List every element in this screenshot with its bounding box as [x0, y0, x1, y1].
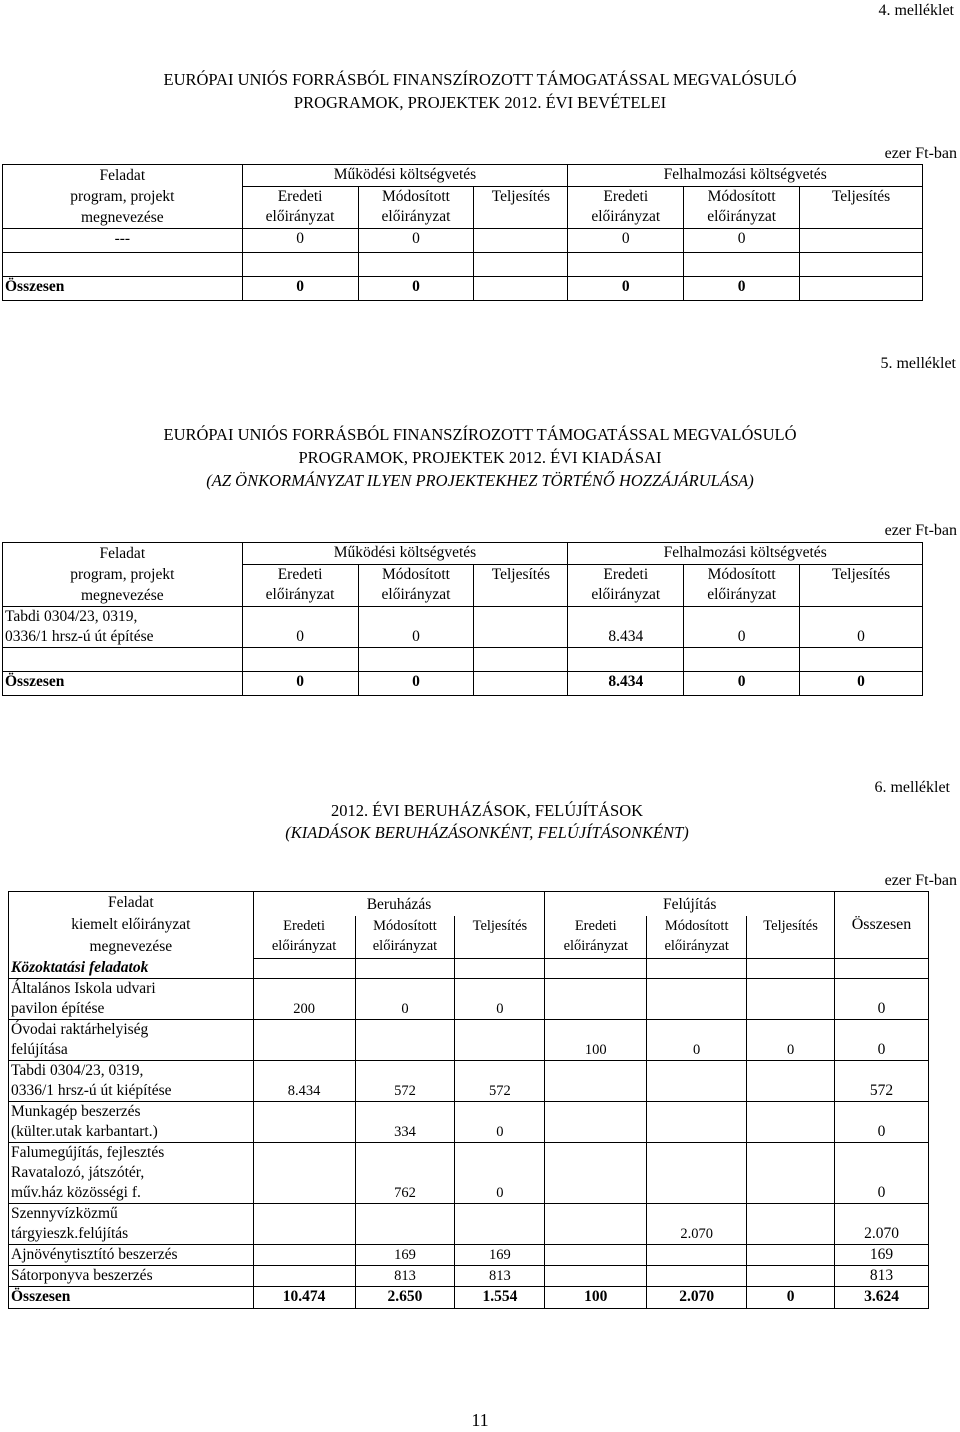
table-row	[9, 1061, 929, 1102]
head-task-line1: Feladat	[99, 545, 146, 562]
cell: 8.434	[253, 1061, 355, 1102]
cell: 0	[647, 1020, 747, 1061]
head-task-line3: megnevezése	[81, 209, 164, 226]
cell: 2.070	[647, 1287, 747, 1309]
row-name-line: tárgyieszk.felújítás	[11, 1225, 129, 1242]
annex4-title-line2: PROGRAMOK, PROJEKTEK 2012. ÉVI BEVÉTELEI	[293, 93, 667, 112]
row-name-line: pavilon építése	[11, 1000, 105, 1017]
row-name	[9, 1245, 254, 1266]
annex4-label: 4. melléklet	[878, 2, 954, 19]
cell: 813	[835, 1266, 929, 1287]
cell	[545, 1204, 647, 1245]
row-name-line: Tabdi 0304/23, 0319,	[11, 1062, 144, 1079]
cell	[253, 1102, 355, 1143]
annex5-table	[2, 542, 923, 696]
cell: 0	[455, 1102, 545, 1143]
cell: 572	[835, 1061, 929, 1102]
head-teljesites-2: Teljesítés	[800, 564, 923, 606]
cell: 0	[568, 277, 684, 301]
cell	[747, 1061, 835, 1102]
cell: 8.434	[568, 672, 684, 696]
row-name-line: Óvodai raktárhelyiség	[11, 1021, 149, 1038]
head-teljesites-2: Teljesítés	[800, 186, 923, 228]
cell	[747, 1266, 835, 1287]
annex6-title-line1: 2012. ÉVI BERUHÁZÁSOK, FELÚJÍTÁSOK	[330, 801, 644, 820]
cell: 0	[684, 277, 800, 301]
row-name	[9, 1020, 254, 1061]
cell: 0	[747, 1287, 835, 1309]
cell	[474, 277, 568, 301]
cell: 1.554	[455, 1287, 545, 1309]
row-name-line: 0336/1 hrsz-ú út kiépítése	[11, 1082, 172, 1099]
cell: 169	[455, 1245, 545, 1266]
table-row	[3, 253, 923, 277]
head-eredeti-2: Eredeti előirányzat	[568, 186, 684, 228]
cell	[800, 229, 923, 253]
row-name-line: Ravatalozó, játszótér,	[11, 1164, 145, 1181]
annex5-title-line3: (AZ ÖNKORMÁNYZAT ILYEN PROJEKTEKHEZ TÖRTÉNŐ HOZZÁJÁRULÁSA)	[206, 471, 754, 490]
head-modositott: Módosított előirányzat	[355, 916, 455, 958]
cell: 0	[800, 672, 923, 696]
head-task-line1: Feladat	[99, 167, 146, 184]
table-row	[9, 979, 929, 1020]
row-name-line: Sátorponyva beszerzés	[11, 1267, 153, 1284]
table-row	[9, 1102, 929, 1143]
cell	[355, 1020, 455, 1061]
total-row	[3, 672, 923, 696]
annex4-head-group1: Működési költségvetés	[242, 165, 568, 187]
annex6-title-line2: (KIADÁSOK BERUHÁZÁSONKÉNT, FELÚJÍTÁSONKÉNT)	[285, 823, 689, 842]
annex4-head-group2: Felhalmozási költségvetés	[568, 165, 923, 187]
cell: 0	[242, 607, 358, 648]
cell: 3.624	[835, 1287, 929, 1309]
total-label: Összesen	[9, 1287, 254, 1309]
cell	[647, 1266, 747, 1287]
annex6-unit: ezer Ft-ban	[884, 872, 957, 889]
cell	[455, 1204, 545, 1245]
cell: 2.650	[355, 1287, 455, 1309]
table-row	[3, 607, 923, 648]
cell	[647, 1102, 747, 1143]
row-name-line: műv.ház közösségi f.	[11, 1184, 141, 1201]
cell: 0	[835, 1020, 929, 1061]
cell: 0	[455, 1143, 545, 1204]
cell	[545, 1061, 647, 1102]
head-task-line1: Feladat	[108, 894, 154, 911]
cell: 0	[684, 607, 800, 648]
row-name: ---	[3, 229, 243, 253]
head-task-line2: kiemelt előirányzat	[71, 916, 191, 933]
annex5-title-line2: PROGRAMOK, PROJEKTEK 2012. ÉVI KIADÁSAI	[298, 448, 662, 467]
head-task-line3: megnevezése	[89, 938, 173, 955]
row-name	[9, 1204, 254, 1245]
cell: 0	[568, 229, 684, 253]
cell: 0	[835, 979, 929, 1020]
table-row	[9, 1245, 929, 1266]
cell	[747, 1204, 835, 1245]
head-modositott-2: Módosított előirányzat	[684, 564, 800, 606]
total-row	[9, 1287, 929, 1309]
head-task-line2: program, projekt	[70, 566, 175, 583]
row-name	[3, 607, 243, 648]
row-name	[9, 1061, 254, 1102]
cell: 0	[747, 1020, 835, 1061]
cell: 813	[355, 1266, 455, 1287]
head-task-line3: megnevezése	[81, 587, 164, 604]
cell	[474, 672, 568, 696]
section-row	[9, 958, 929, 979]
head-modositott-2: Módosított előirányzat	[684, 186, 800, 228]
cell: 100	[545, 1287, 647, 1309]
cell	[747, 1245, 835, 1266]
annex4-unit: ezer Ft-ban	[884, 145, 957, 162]
annex6-head-group2: Felújítás	[545, 892, 835, 916]
cell: 169	[355, 1245, 455, 1266]
cell: 0	[358, 672, 474, 696]
cell	[545, 1102, 647, 1143]
head-task-line2: program, projekt	[70, 188, 175, 205]
cell: 2.070	[647, 1204, 747, 1245]
cell	[455, 1020, 545, 1061]
cell: 8.434	[568, 607, 684, 648]
cell	[747, 979, 835, 1020]
cell: 0	[684, 229, 800, 253]
cell	[474, 607, 568, 648]
cell: 0	[358, 607, 474, 648]
row-name-line: (külter.utak karbantart.)	[11, 1123, 158, 1140]
row-name-line: Munkagép beszerzés	[11, 1103, 141, 1120]
head-teljesites: Teljesítés	[474, 186, 568, 228]
annex5-head-task	[3, 543, 243, 607]
cell: 169	[835, 1245, 929, 1266]
annex4-title-line1: EURÓPAI UNIÓS FORRÁSBÓL FINANSZÍROZOTT TÁMOGATÁSSAL MEGVALÓSULÓ	[163, 70, 797, 89]
annex6-head-task	[9, 892, 254, 959]
cell: 0	[835, 1102, 929, 1143]
head-eredeti-2: Eredeti előirányzat	[545, 916, 647, 958]
annex6-label: 6. melléklet	[874, 779, 950, 796]
cell: 572	[455, 1061, 545, 1102]
cell	[545, 1266, 647, 1287]
cell	[545, 979, 647, 1020]
cell: 0	[355, 979, 455, 1020]
cell: 0	[455, 979, 545, 1020]
annex4-table	[2, 164, 923, 301]
row-name	[9, 1143, 254, 1204]
head-modositott: Módosított előirányzat	[358, 186, 474, 228]
cell: 0	[800, 607, 923, 648]
annex6-table	[8, 891, 929, 1309]
head-osszesen: Összesen	[835, 892, 929, 959]
cell	[800, 277, 923, 301]
head-modositott-2: Módosított előirányzat	[647, 916, 747, 958]
cell: 762	[355, 1143, 455, 1204]
page-number: 11	[471, 1410, 489, 1430]
row-name-line: Falumegújítás, fejlesztés	[11, 1144, 165, 1161]
cell: 0	[684, 672, 800, 696]
head-eredeti: Eredeti előirányzat	[242, 186, 358, 228]
head-teljesites-2: Teljesítés	[747, 916, 835, 958]
cell	[647, 979, 747, 1020]
row-name	[9, 1102, 254, 1143]
annex6-head-group1: Beruházás	[253, 892, 545, 916]
cell: 10.474	[253, 1287, 355, 1309]
cell	[545, 1245, 647, 1266]
cell	[355, 1204, 455, 1245]
cell: 0	[358, 229, 474, 253]
row-name-line2: 0336/1 hrsz-ú út építése	[5, 628, 154, 645]
annex5-title-line1: EURÓPAI UNIÓS FORRÁSBÓL FINANSZÍROZOTT TÁMOGATÁSSAL MEGVALÓSULÓ	[163, 425, 797, 444]
table-row	[9, 1020, 929, 1061]
table-row	[3, 648, 923, 672]
head-teljesites: Teljesítés	[474, 564, 568, 606]
row-name-line: Ajnövénytisztító beszerzés	[11, 1246, 178, 1263]
cell	[253, 1245, 355, 1266]
cell: 813	[455, 1266, 545, 1287]
cell: 0	[358, 277, 474, 301]
cell: 0	[242, 229, 358, 253]
table-row	[9, 1204, 929, 1245]
total-row	[3, 277, 923, 301]
head-modositott: Módosított előirányzat	[358, 564, 474, 606]
cell: 200	[253, 979, 355, 1020]
head-eredeti-2: Eredeti előirányzat	[568, 564, 684, 606]
annex5-head-group2: Felhalmozási költségvetés	[568, 543, 923, 565]
head-eredeti: Eredeti előirányzat	[253, 916, 355, 958]
annex5-head-group1: Működési költségvetés	[242, 543, 568, 565]
cell	[253, 1204, 355, 1245]
row-name-line: Szennyvízközmű	[11, 1205, 118, 1222]
table-row	[9, 1266, 929, 1287]
section-label: Közoktatási feladatok	[9, 958, 254, 979]
annex4-head-task	[3, 165, 243, 229]
cell: 334	[355, 1102, 455, 1143]
cell	[647, 1143, 747, 1204]
head-eredeti: Eredeti előirányzat	[242, 564, 358, 606]
annex5-unit: ezer Ft-ban	[884, 522, 957, 539]
table-row	[9, 1143, 929, 1204]
row-name	[9, 1266, 254, 1287]
row-name-line1: Tabdi 0304/23, 0319,	[5, 608, 138, 625]
cell: 0	[835, 1143, 929, 1204]
cell	[747, 1143, 835, 1204]
cell	[747, 1102, 835, 1143]
row-name-line: Általános Iskola udvari	[11, 980, 156, 997]
total-label: Összesen	[3, 672, 243, 696]
cell	[647, 1061, 747, 1102]
cell: 0	[242, 277, 358, 301]
cell	[474, 229, 568, 253]
head-teljesites: Teljesítés	[455, 916, 545, 958]
cell: 100	[545, 1020, 647, 1061]
cell: 2.070	[835, 1204, 929, 1245]
row-name-line: felújítása	[11, 1041, 68, 1058]
cell	[253, 1020, 355, 1061]
cell: 0	[242, 672, 358, 696]
annex5-label: 5. melléklet	[880, 355, 956, 372]
cell	[253, 1143, 355, 1204]
cell	[545, 1143, 647, 1204]
cell: 572	[355, 1061, 455, 1102]
total-label: Összesen	[3, 277, 243, 301]
table-row	[3, 229, 923, 253]
cell	[253, 1266, 355, 1287]
cell	[647, 1245, 747, 1266]
row-name	[9, 979, 254, 1020]
